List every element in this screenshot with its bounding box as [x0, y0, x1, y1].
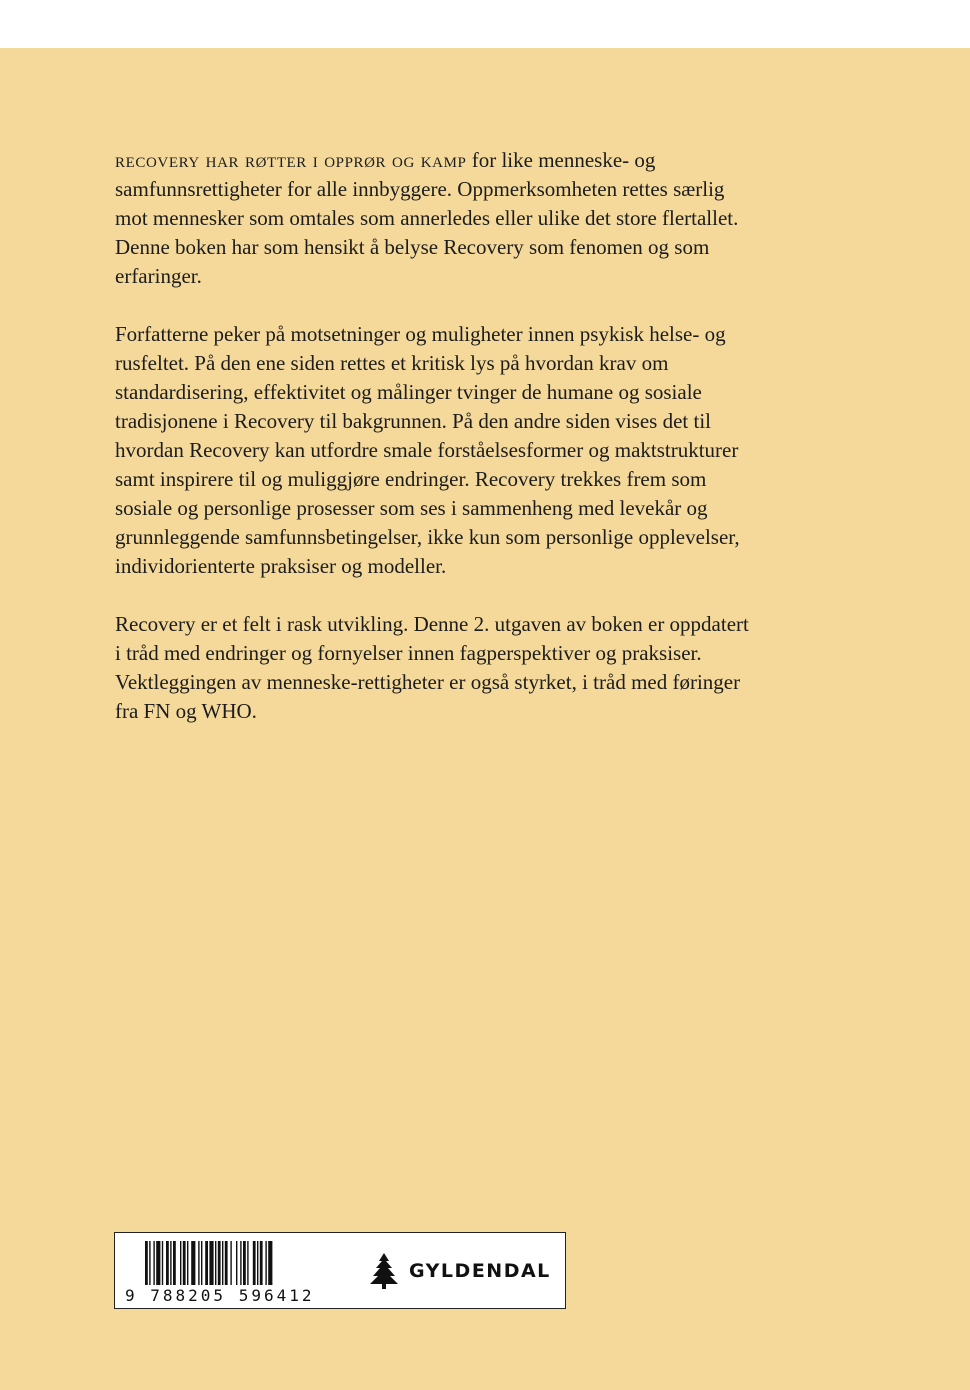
tree-icon: [369, 1253, 399, 1289]
paragraph-3: Recovery er et felt i rask utvikling. Denne 2. utgaven av boken er oppdatert i tråd med endringer og fornyelser innen fagperspektiver og praksiser. Vektleggingen av menneske-rettigheter er også styrket, i tråd med føringer fra FN og WHO.: [115, 612, 749, 723]
paragraph-1-rest: for like menneske- og samfunnsrettigheter for alle innbyggere. Oppmerksomheten rettes særlig mot mennesker som omtales som annerledes eller ulike det store flertallet. Denne boken har som hensikt å belyse Recovery som fenomen og som erfaringer.: [115, 148, 739, 288]
paragraph-2: Forfatterne peker på motsetninger og muligheter innen psykisk helse- og rusfeltet. På den ene siden rettes et kritisk lys på hvordan krav om standardisering, effektivitet og målinger tvinger de humane og sosiale tradisjonene i Recovery til bakgrunnen. På den andre siden vises det til hvordan Recovery kan utfordre smale forståelsesformer og maktstrukturer samt inspirere til og muliggjøre endringer. Recovery trekkes frem som sosiale og personlige prosesser som ses i sammenheng med levekår og grunnleggende samfunnsbetingelser, ikke kun som personlige opplevelser, individorienterte praksiser og modeller.: [115, 322, 740, 578]
publisher-logo: [369, 1253, 551, 1289]
barcode-bars: [145, 1241, 323, 1285]
lead-in-smallcaps: recovery har røtter i opprør og kamp: [115, 148, 467, 172]
barcode-box: [114, 1232, 566, 1309]
blurb: [115, 146, 755, 755]
isbn-number: 9 788205 596412: [125, 1286, 315, 1305]
paragraph-1: [115, 146, 755, 291]
publisher-name: GYLDENDAL: [409, 1260, 551, 1282]
back-cover: [0, 48, 970, 1390]
